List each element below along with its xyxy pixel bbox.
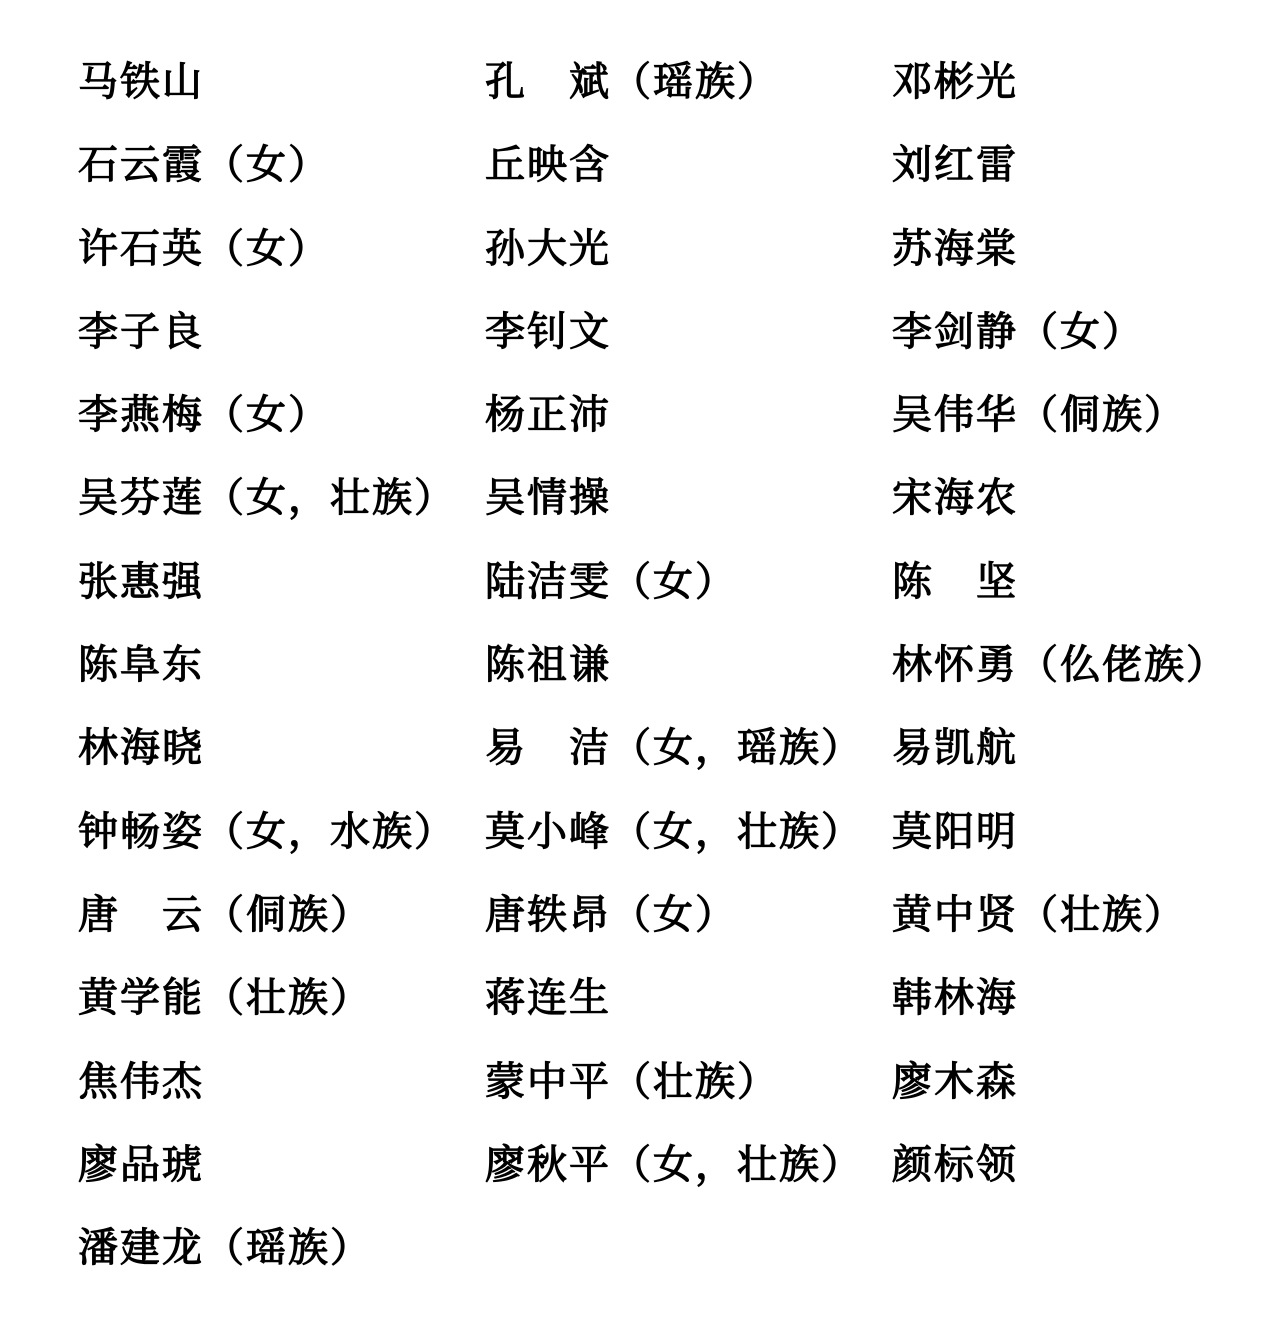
name-entry: 蒙中平（壮族） [485,1057,779,1105]
name-entry: 林怀勇（仫佬族） [892,641,1228,689]
name-entry: 马铁山 [78,58,204,105]
name-entry: 潘建龙（瑶族） [78,1224,372,1272]
name-entry: 陆洁雯（女） [485,557,737,605]
name-entry: 唐 云（侗族） [78,890,372,938]
name-entry: 孙大光 [485,224,611,272]
name-entry: 莫阳明 [892,807,1018,855]
name-entry: 颜标领 [892,1140,1018,1188]
name-entry: 易凯航 [892,724,1018,772]
name-entry: 吴芬莲（女，壮族） [78,474,456,522]
name-entry: 石云霞（女） [78,141,330,189]
name-entry: 孔 斌（瑶族） [485,58,779,105]
name-entry: 易 洁（女，瑶族） [485,724,863,772]
name-entry: 廖秋平（女，壮族） [485,1140,863,1188]
name-entry: 许石英（女） [78,224,330,272]
name-entry: 宋海农 [892,474,1018,522]
name-entry: 刘红雷 [892,141,1018,189]
name-entry: 陈 坚 [892,557,1018,605]
name-entry: 钟畅姿（女，水族） [78,807,456,855]
name-entry: 莫小峰（女，壮族） [485,807,863,855]
name-entry: 廖木森 [892,1057,1018,1105]
name-entry: 李剑静（女） [892,307,1144,355]
name-list [78,52,1268,1301]
name-entry: 苏海棠 [892,224,1018,272]
name-entry: 黄学能（壮族） [78,974,372,1022]
name-entry: 李子良 [78,307,204,355]
name-entry: 韩林海 [892,974,1018,1022]
name-entry: 张惠强 [78,557,204,605]
name-entry: 李燕梅（女） [78,391,330,439]
name-entry: 陈祖谦 [485,641,611,689]
name-entry: 焦伟杰 [78,1057,204,1105]
name-entry: 廖品琥 [78,1140,204,1188]
name-entry: 吴情操 [485,474,611,522]
name-entry: 丘映含 [485,141,611,189]
name-entry: 李钊文 [485,307,611,355]
name-entry: 邓彬光 [892,58,1018,105]
name-entry: 陈阜东 [78,641,204,689]
name-entry: 唐轶昂（女） [485,890,737,938]
name-entry: 蒋连生 [485,974,611,1022]
name-entry: 林海晓 [78,724,204,772]
name-entry: 黄中贤（壮族） [892,890,1186,938]
name-entry: 杨正沛 [485,391,611,439]
name-entry: 吴伟华（侗族） [892,391,1186,439]
